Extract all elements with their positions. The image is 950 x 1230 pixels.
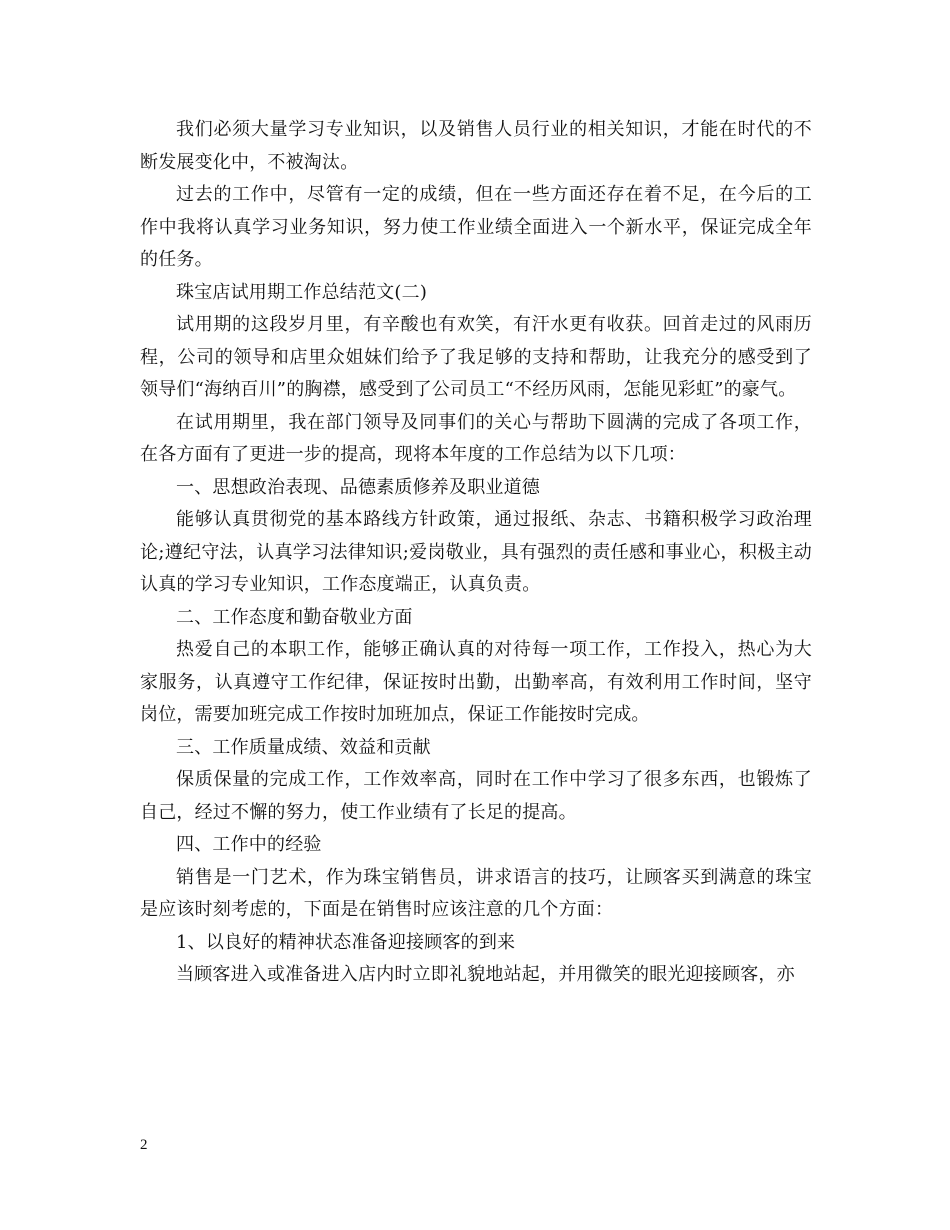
paragraph: 试用期的这段岁月里，有辛酸也有欢笑，有汗水更有收获。回首走过的风雨历程，公司的领导和店里众姐妹们给予了我足够的支持和帮助，让我充分的感受到了领导们“海纳百川”的胸襟，感受到了公司员工“不经历风雨，怎能见彩虹”的豪气。 bbox=[140, 314, 812, 400]
document-body bbox=[140, 114, 812, 992]
page-number: 2 bbox=[140, 1137, 148, 1153]
paragraph: 过去的工作中，尽管有一定的成绩，但在一些方面还存在着不足，在今后的工作中我将认真学习业务知识，努力使工作业绩全面进入一个新水平，保证完成全年的任务。 bbox=[140, 184, 812, 270]
section-title: 珠宝店试用期工作总结范文(二) bbox=[176, 281, 428, 303]
subsection-heading: 1、以良好的精神状态准备迎接顾客的到来 bbox=[176, 931, 516, 953]
section-heading: 四、工作中的经验 bbox=[176, 834, 322, 855]
paragraph: 当顾客进入或准备进入店内时立即礼貌地站起，并用微笑的眼光迎接顾客，亦 bbox=[176, 964, 795, 985]
paragraph: 保质保量的完成工作，工作效率高，同时在工作中学习了很多东西，也锻炼了自己，经过不懈的努力，使工作业绩有了长足的提高。 bbox=[140, 769, 812, 823]
section-heading: 二、工作态度和勤奋敬业方面 bbox=[176, 606, 413, 628]
section-heading: 三、工作质量成绩、效益和贡献 bbox=[176, 736, 431, 758]
paragraph: 销售是一门艺术，作为珠宝销售员，讲求语言的技巧，让顾客买到满意的珠宝是应该时刻考虑的，下面是在销售时应该注意的几个方面： bbox=[140, 866, 812, 920]
paragraph: 我们必须大量学习专业知识，以及销售人员行业的相关知识，才能在时代的不断发展变化中，不被淘汰。 bbox=[140, 119, 812, 173]
paragraph: 能够认真贯彻党的基本路线方针政策，通过报纸、杂志、书籍积极学习政治理论;遵纪守法，认真学习法律知识;爱岗敬业，具有强烈的责任感和事业心，积极主动认真的学习专业知识，工作态度端正，认真负责。 bbox=[140, 509, 812, 595]
section-heading: 一、思想政治表现、品德素质修养及职业道德 bbox=[176, 476, 540, 498]
paragraph: 热爱自己的本职工作，能够正确认真的对待每一项工作，工作投入，热心为大家服务，认真遵守工作纪律，保证按时出勤，出勤率高，有效利用工作时间，坚守岗位，需要加班完成工作按时加班加点，保证工作能按时完成。 bbox=[140, 639, 812, 725]
paragraph: 在试用期里，我在部门领导及同事们的关心与帮助下圆满的完成了各项工作，在各方面有了更进一步的提高，现将本年度的工作总结为以下几项： bbox=[140, 411, 812, 465]
